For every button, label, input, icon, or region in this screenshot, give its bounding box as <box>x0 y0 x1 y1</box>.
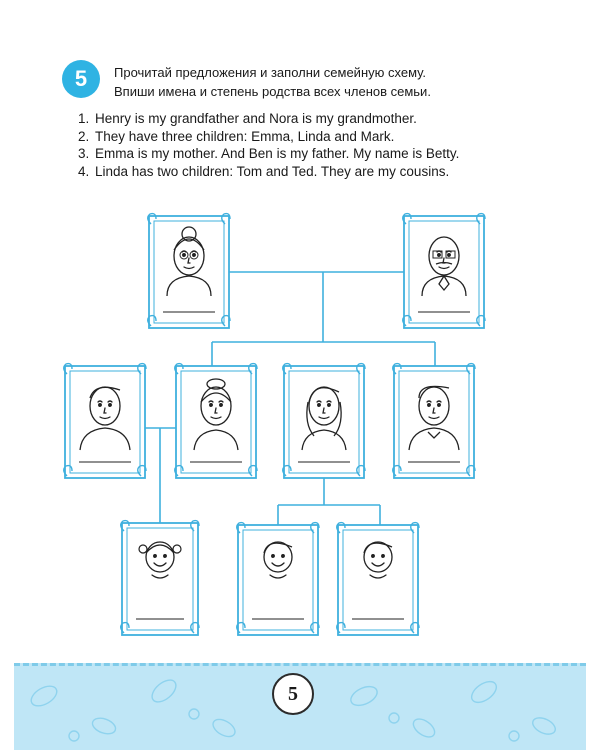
instruction-line: Впиши имена и степень родства всех членов семьи. <box>114 84 431 99</box>
sentence-number: 1. <box>78 111 90 126</box>
member-card-mother <box>175 364 257 478</box>
member-card-grandmother <box>148 214 230 328</box>
member-card-father <box>64 364 146 478</box>
task-number-badge: 5 <box>62 60 100 98</box>
sentence-number: 2. <box>78 128 90 144</box>
sentence-text: Henry is my grandfather and Nora is my grandmother. <box>95 111 417 126</box>
instruction-line: Прочитай предложения и заполни семейную схему. <box>114 65 426 80</box>
page-number: 5 <box>272 673 314 715</box>
sentence-text: Emma is my mother. And Ben is my father. My name is Betty. <box>95 146 460 161</box>
member-card-girl <box>121 521 199 635</box>
member-card-boy <box>337 523 419 635</box>
member-card-uncle <box>393 364 475 478</box>
sentence-number: 4. <box>78 163 90 179</box>
sentence-text: Linda has two children: Tom and Ted. They are my cousins. <box>95 163 450 179</box>
member-card-boy <box>237 523 319 635</box>
sentence-number: 3. <box>78 146 90 161</box>
member-card-aunt <box>283 364 365 478</box>
member-card-grandfather <box>403 214 485 328</box>
sentence-text: They have three children: Emma, Linda and Mark. <box>95 128 395 144</box>
